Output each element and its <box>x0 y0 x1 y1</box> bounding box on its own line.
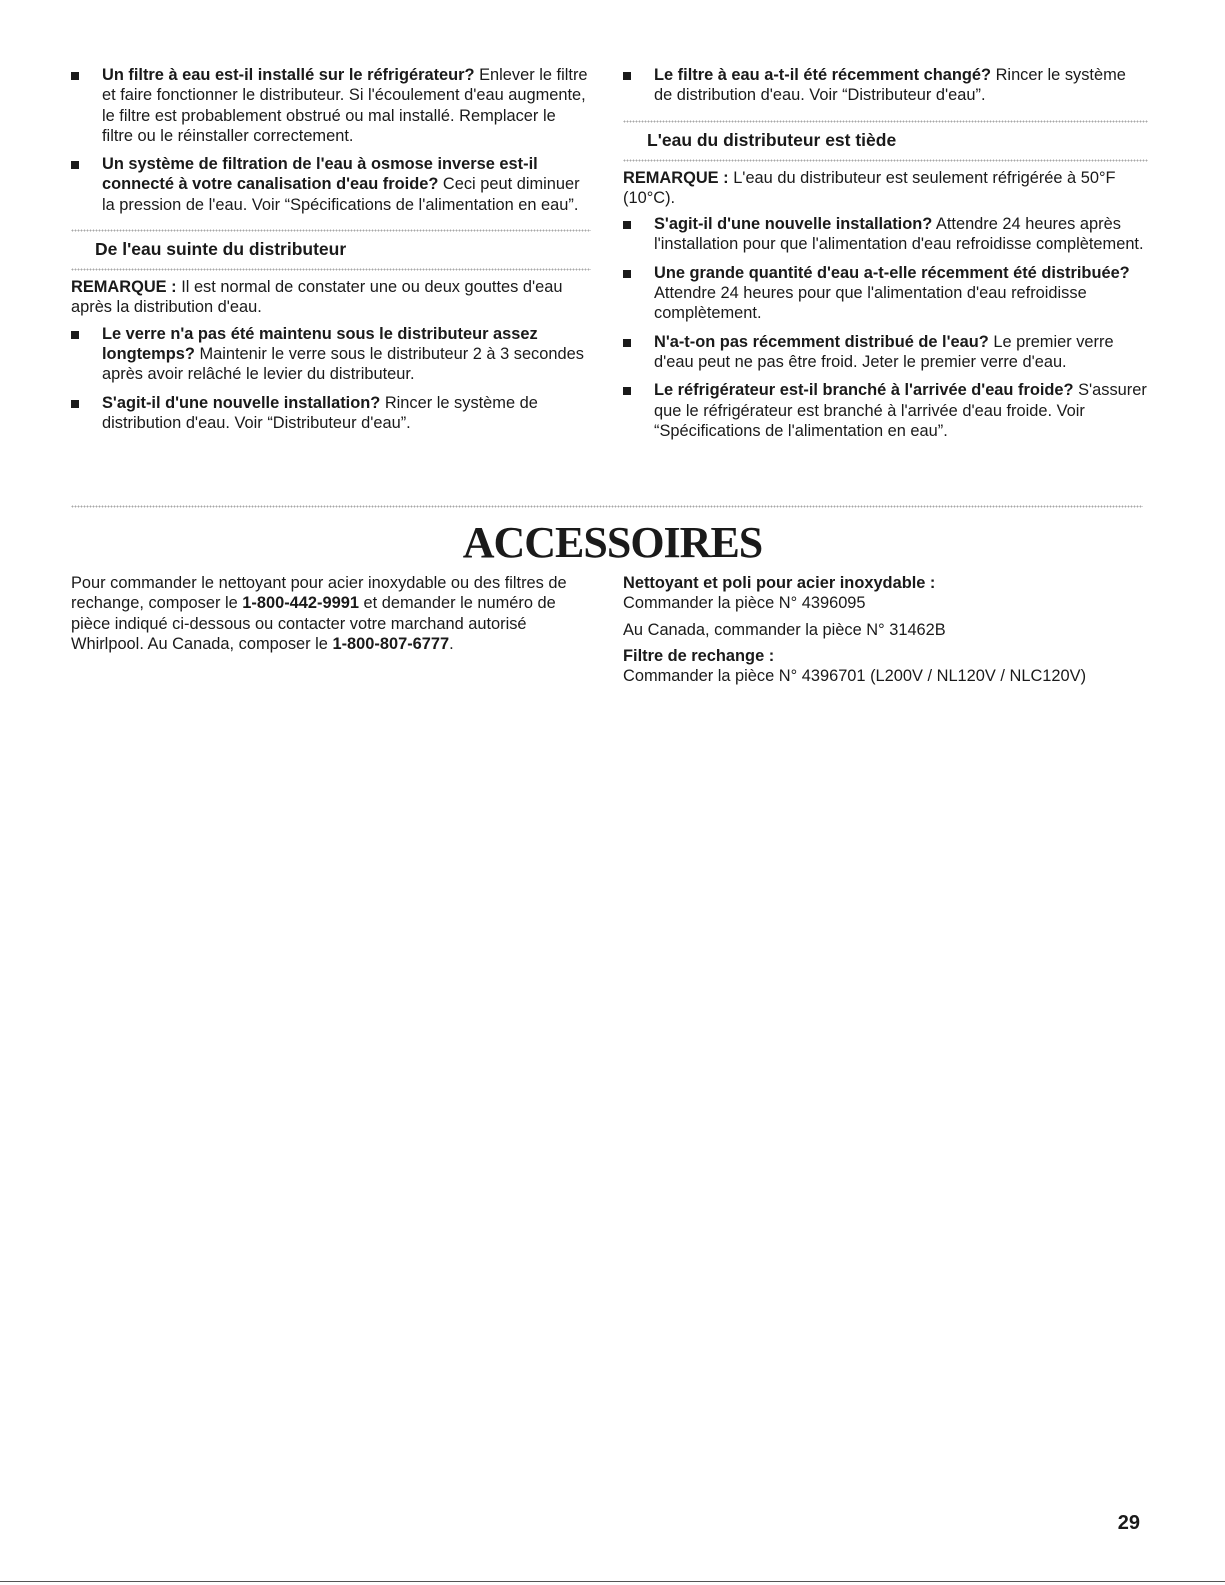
cleaner-canada: Au Canada, commander la pièce N° 31462B <box>623 620 946 639</box>
note <box>71 277 591 318</box>
bullet-icon <box>71 400 79 408</box>
intro-text: Pour commander le nettoyant pour acier inoxydable ou des filtres de rechange, composer le <box>71 574 567 613</box>
page-number: 29 <box>1117 1512 1140 1534</box>
answer: Attendre 24 heures après l'installation pour que l'alimentation d'eau refroidisse complètement. <box>654 215 1144 254</box>
bullet-icon <box>623 270 631 278</box>
section-title: L'eau du distributeur est tiède <box>647 129 897 150</box>
list-item <box>71 393 591 434</box>
list-item <box>71 154 591 215</box>
intro-text: . <box>449 634 454 653</box>
bullet-icon <box>623 72 631 80</box>
accessories-intro <box>71 573 596 654</box>
cleaner-heading: Nettoyant et poli pour acier inoxydable : <box>623 574 936 592</box>
cleaner-part: Commander la pièce N° 4396095 <box>623 594 866 613</box>
answer: Attendre 24 heures pour que l'alimentation d'eau refroidisse complètement. <box>654 284 1087 323</box>
note-text: L'eau du distributeur est seulement réfrigérée à 50°F (10°C). <box>623 168 1116 207</box>
bullet-icon <box>623 339 631 347</box>
list-item <box>623 263 1148 324</box>
phone-number: 1-800-807-6777 <box>332 634 450 653</box>
bullet-icon <box>623 221 631 229</box>
note-label: REMARQUE : <box>623 168 729 187</box>
note <box>623 168 1148 209</box>
intro-text: et demander le numéro de pièce indiqué ci-dessous ou contacter votre marchand autorisé Whirlpool. Au Canada, composer le <box>71 594 556 653</box>
list-item <box>623 332 1148 373</box>
question: Le filtre à eau a-t-il été récemment changé? <box>654 66 992 84</box>
answer: Enlever le filtre et faire fonctionner le distributeur. Si l'écoulement d'eau augmente, le filtre est probablement obstrué ou mal installé. Remplacer le filtre ou le réinstaller correctement. <box>102 66 588 145</box>
question: S'agit-il d'une nouvelle installation? <box>654 215 933 234</box>
bullet-icon <box>71 331 79 339</box>
bullet-icon <box>623 387 631 395</box>
question: S'agit-il d'une nouvelle installation? <box>102 393 381 412</box>
list-item <box>623 380 1148 441</box>
dotted-divider <box>623 159 1148 162</box>
dotted-divider <box>71 229 591 232</box>
question: Un système de filtration de l'eau à osmose inverse est-il connecté à votre canalisation d'eau froide? <box>102 155 538 194</box>
bullet-icon <box>71 72 79 80</box>
page-title: ACCESSOIRES <box>462 518 763 567</box>
bullet-icon <box>71 161 79 169</box>
question: N'a-t-on pas récemment distribué de l'eau? <box>654 332 989 351</box>
filter-part: Commander la pièce N° 4396701 (L200V / NL120V / NLC120V) <box>623 667 1087 686</box>
left-column <box>71 65 591 441</box>
filter-heading: Filtre de rechange : <box>623 646 775 665</box>
right-column <box>623 65 1148 449</box>
question: Le verre n'a pas été maintenu sous le distributeur assez longtemps? <box>102 324 538 363</box>
note-label: REMARQUE : <box>71 278 177 297</box>
list-item <box>71 65 591 146</box>
answer: S'assurer que le réfrigérateur est branché à l'arrivée d'eau froide. Voir “Spécifications de l'alimentation en eau”. <box>654 381 1147 440</box>
question: Un filtre à eau est-il installé sur le réfrigérateur? <box>102 66 475 84</box>
dotted-divider <box>623 120 1148 123</box>
list-item <box>71 324 591 385</box>
answer: Rincer le système de distribution d'eau. Voir “Distributeur d'eau”. <box>102 393 538 432</box>
bottom-rule <box>0 1581 1225 1582</box>
answer: Rincer le système de distribution d'eau. Voir “Distributeur d'eau”. <box>654 66 1126 105</box>
answer: Ceci peut diminuer la pression de l'eau. Voir “Spécifications de l'alimentation en eau”. <box>102 175 580 214</box>
accessories-parts <box>623 573 1163 692</box>
question: Une grande quantité d'eau a-t-elle récemment été distribuée? <box>654 263 1130 282</box>
dotted-divider <box>71 268 591 271</box>
filter-block <box>623 646 1163 687</box>
answer: Maintenir le verre sous le distributeur 2 à 3 secondes après avoir relâché le levier du distributeur. <box>102 344 584 384</box>
answer: Le premier verre d'eau peut ne pas être froid. Jeter le premier verre d'eau. <box>654 332 1114 371</box>
section-title: De l'eau suinte du distributeur <box>95 239 347 260</box>
list-item <box>623 214 1148 255</box>
question: Le réfrigérateur est-il branché à l'arrivée d'eau froide? <box>654 381 1074 400</box>
dotted-divider <box>71 505 1143 508</box>
list-item <box>623 65 1148 106</box>
cleaner-block <box>623 573 1163 614</box>
phone-number: 1-800-442-9991 <box>242 594 359 613</box>
note-text: Il est normal de constater une ou deux gouttes d'eau après la distribution d'eau. <box>71 278 563 317</box>
